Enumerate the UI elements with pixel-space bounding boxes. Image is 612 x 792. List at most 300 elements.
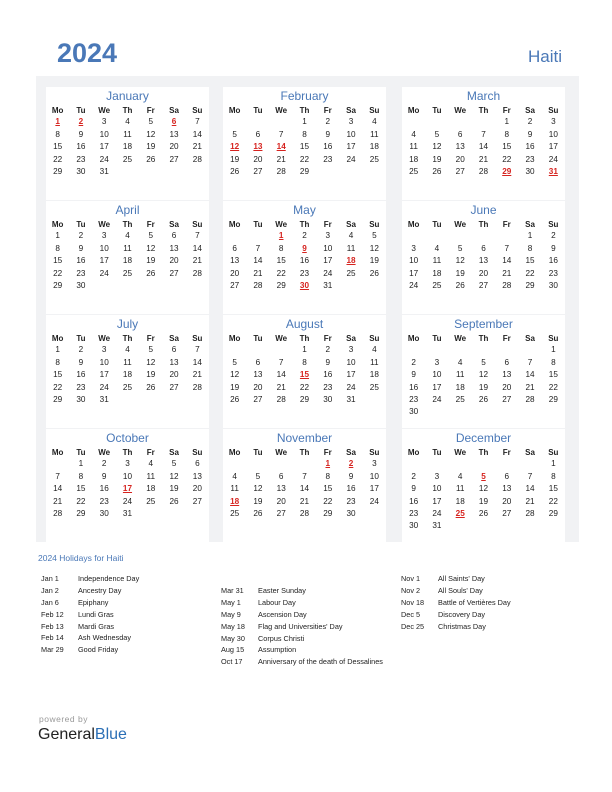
day-grid xyxy=(46,446,209,520)
day-cell: 29 xyxy=(76,509,86,519)
month-january xyxy=(46,87,209,200)
weekday-header: Sa xyxy=(346,105,356,115)
weekday-header: Su xyxy=(369,105,380,115)
day-cell: 28 xyxy=(276,395,286,405)
day-cell: 20 xyxy=(276,496,286,506)
holiday-day-cell: 9 xyxy=(302,243,307,253)
day-cell: 21 xyxy=(253,268,263,278)
weekday-header: Th xyxy=(122,219,133,229)
day-cell: 9 xyxy=(411,370,416,380)
day-cell: 12 xyxy=(169,471,179,481)
day-cell: 1 xyxy=(504,117,510,127)
day-cell: 2 xyxy=(325,345,331,355)
holiday-day-cell: 29 xyxy=(502,167,512,177)
day-cell: 11 xyxy=(146,471,156,481)
weekday-header: Tu xyxy=(253,105,263,115)
weekday-header: Sa xyxy=(169,447,179,457)
holiday-date: May 1 xyxy=(221,597,241,607)
holiday-date: Aug 15 xyxy=(221,645,245,655)
day-cell: 15 xyxy=(548,484,558,494)
day-cell: 7 xyxy=(527,471,533,481)
weekday-header: Sa xyxy=(169,105,179,115)
day-cell: 27 xyxy=(230,281,240,291)
day-cell: 15 xyxy=(525,256,535,266)
weekday-header: Th xyxy=(299,333,310,343)
day-cell: 4 xyxy=(125,345,130,355)
day-cell: 6 xyxy=(232,243,237,253)
holiday-name: Mardi Gras xyxy=(78,621,115,631)
day-cell: 24 xyxy=(432,395,442,405)
day-grid xyxy=(402,218,565,292)
day-cell: 9 xyxy=(325,129,331,139)
day-cell: 7 xyxy=(255,243,261,253)
empty-cell xyxy=(363,394,386,406)
empty-cell xyxy=(223,116,246,128)
day-cell: 10 xyxy=(122,471,133,481)
holidays-title: 2024 Holidays for Haiti xyxy=(38,553,124,563)
day-cell: 28 xyxy=(478,167,489,177)
holiday-item xyxy=(221,609,383,621)
day-cell: 29 xyxy=(548,395,558,405)
day-cell: 13 xyxy=(276,484,286,494)
weekday-header: Su xyxy=(192,447,203,457)
weekday-header: Mo xyxy=(228,219,241,229)
holiday-name: Christmas Day xyxy=(438,621,486,631)
day-cell: 14 xyxy=(253,256,263,266)
weekday-header: Tu xyxy=(253,219,263,229)
day-cell: 13 xyxy=(455,142,465,152)
empty-cell xyxy=(246,116,269,128)
day-cell: 30 xyxy=(548,281,558,291)
day-cell: 8 xyxy=(302,129,307,139)
day-cell: 13 xyxy=(169,357,179,367)
day-cell: 6 xyxy=(504,471,510,481)
day-cell: 14 xyxy=(192,357,202,367)
day-cell: 17 xyxy=(99,256,109,266)
day-cell: 12 xyxy=(455,256,465,266)
day-cell: 5 xyxy=(148,345,154,355)
day-cell: 18 xyxy=(122,370,133,380)
day-cell: 8 xyxy=(527,243,533,253)
empty-cell xyxy=(495,458,518,470)
month-july xyxy=(46,315,209,428)
day-cell: 28 xyxy=(276,167,286,177)
day-grid xyxy=(223,332,386,406)
day-cell: 19 xyxy=(230,154,240,164)
day-cell: 5 xyxy=(255,471,261,481)
day-cell: 13 xyxy=(192,471,202,481)
holiday-day-cell: 2 xyxy=(348,459,354,469)
weekday-header: Th xyxy=(478,105,489,115)
day-cell: 17 xyxy=(548,142,558,152)
day-cell: 22 xyxy=(548,382,558,392)
weekday-header: Sa xyxy=(525,219,535,229)
day-cell: 19 xyxy=(253,496,263,506)
empty-cell xyxy=(449,230,472,242)
holiday-name: Ancestry Day xyxy=(78,585,122,595)
day-cell: 24 xyxy=(99,268,109,278)
day-cell: 25 xyxy=(346,268,356,278)
day-cell: 6 xyxy=(255,357,261,367)
day-cell: 29 xyxy=(548,509,558,519)
day-cell: 6 xyxy=(504,357,510,367)
day-cell: 3 xyxy=(325,231,331,241)
day-cell: 24 xyxy=(548,154,558,164)
day-cell: 7 xyxy=(302,471,307,481)
day-cell: 27 xyxy=(455,167,465,177)
day-cell: 9 xyxy=(527,129,533,139)
day-cell: 22 xyxy=(53,268,63,278)
day-cell: 18 xyxy=(455,382,465,392)
day-cell: 22 xyxy=(53,382,63,392)
holiday-day-cell: 31 xyxy=(548,167,558,177)
day-cell: 30 xyxy=(525,167,535,177)
holiday-date: Mar 31 xyxy=(221,586,244,595)
powered-by-text: powered by xyxy=(39,714,88,724)
empty-cell xyxy=(223,458,246,470)
empty-cell xyxy=(139,508,162,520)
day-cell: 26 xyxy=(230,395,240,405)
empty-cell xyxy=(363,280,386,292)
day-cell: 15 xyxy=(299,142,310,152)
day-cell: 20 xyxy=(192,484,202,494)
holiday-name: Epiphany xyxy=(78,597,109,607)
empty-cell xyxy=(162,394,185,406)
weekday-header: Su xyxy=(192,219,203,229)
day-cell: 7 xyxy=(195,345,200,355)
holiday-item xyxy=(401,609,511,621)
day-cell: 23 xyxy=(76,382,86,392)
empty-cell xyxy=(339,166,362,178)
holiday-day-cell: 18 xyxy=(230,496,240,506)
brand-blue: Blue xyxy=(94,726,127,743)
day-cell: 22 xyxy=(323,496,333,506)
day-cell: 28 xyxy=(192,154,202,164)
day-cell: 26 xyxy=(478,395,489,405)
day-cell: 28 xyxy=(525,395,535,405)
day-cell: 17 xyxy=(432,382,442,392)
day-cell: 10 xyxy=(99,129,109,139)
day-cell: 17 xyxy=(346,142,356,152)
day-cell: 6 xyxy=(481,243,486,253)
day-cell: 16 xyxy=(299,256,310,266)
day-cell: 22 xyxy=(299,154,310,164)
day-grid xyxy=(223,218,386,292)
day-cell: 31 xyxy=(323,281,333,291)
day-cell: 17 xyxy=(409,268,419,278)
day-cell: 10 xyxy=(432,484,442,494)
day-cell: 10 xyxy=(99,243,109,253)
day-cell: 24 xyxy=(99,382,109,392)
day-cell: 31 xyxy=(432,521,442,531)
day-cell: 28 xyxy=(253,281,263,291)
empty-cell xyxy=(162,166,185,178)
day-cell: 22 xyxy=(502,154,512,164)
weekday-header: We xyxy=(454,219,467,229)
day-cell: 16 xyxy=(323,370,333,380)
month-march xyxy=(402,87,565,200)
weekday-header: Sa xyxy=(525,447,535,457)
day-cell: 26 xyxy=(146,268,156,278)
day-cell: 1 xyxy=(55,231,60,241)
holiday-column xyxy=(221,585,383,668)
day-cell: 2 xyxy=(78,345,84,355)
day-cell: 23 xyxy=(548,268,558,278)
day-cell: 14 xyxy=(53,484,63,494)
day-cell: 7 xyxy=(504,243,510,253)
day-cell: 15 xyxy=(548,370,558,380)
day-cell: 20 xyxy=(455,154,465,164)
day-cell: 16 xyxy=(525,142,535,152)
holiday-item xyxy=(221,644,383,656)
day-cell: 2 xyxy=(101,459,107,469)
weekday-header: Th xyxy=(122,447,133,457)
day-cell: 23 xyxy=(346,496,356,506)
month-name: September xyxy=(454,317,513,331)
weekday-header: Th xyxy=(478,333,489,343)
empty-cell xyxy=(316,166,339,178)
day-cell: 20 xyxy=(502,496,512,506)
weekday-header: Fr xyxy=(146,333,155,343)
holiday-date: Dec 5 xyxy=(401,609,421,619)
day-cell: 26 xyxy=(253,509,263,519)
empty-cell xyxy=(495,344,518,356)
day-cell: 17 xyxy=(99,370,109,380)
weekday-header: Tu xyxy=(432,105,442,115)
weekday-header: Mo xyxy=(51,105,64,115)
day-cell: 2 xyxy=(302,231,307,241)
day-cell: 6 xyxy=(171,231,177,241)
day-cell: 18 xyxy=(122,256,133,266)
country-name: Haiti xyxy=(527,47,562,66)
day-cell: 17 xyxy=(369,484,379,494)
empty-cell xyxy=(472,230,495,242)
day-cell: 24 xyxy=(346,154,356,164)
weekday-header: Sa xyxy=(525,105,535,115)
day-cell: 15 xyxy=(53,142,63,152)
day-cell: 11 xyxy=(432,256,442,266)
weekday-header: Tu xyxy=(76,219,86,229)
month-august xyxy=(223,315,386,428)
empty-cell xyxy=(293,458,316,470)
weekday-header: Fr xyxy=(146,219,155,229)
holiday-day-cell: 17 xyxy=(122,484,133,494)
empty-cell xyxy=(472,116,495,128)
day-cell: 27 xyxy=(169,268,179,278)
day-cell: 5 xyxy=(232,357,237,367)
day-cell: 31 xyxy=(99,395,109,405)
month-name: July xyxy=(116,317,139,331)
day-cell: 11 xyxy=(123,357,132,367)
day-cell: 25 xyxy=(455,395,465,405)
holiday-item xyxy=(401,573,511,585)
weekday-header: We xyxy=(454,447,467,457)
empty-cell xyxy=(139,166,162,178)
brand-logo[interactable] xyxy=(38,726,127,744)
weekday-header: Su xyxy=(548,105,559,115)
day-cell: 4 xyxy=(232,471,237,481)
day-cell: 5 xyxy=(171,459,177,469)
empty-cell xyxy=(93,280,116,292)
weekday-header: We xyxy=(275,333,288,343)
day-cell: 23 xyxy=(99,496,109,506)
holiday-name: Ascension Day xyxy=(258,609,307,619)
day-cell: 21 xyxy=(478,154,489,164)
empty-cell xyxy=(425,344,448,356)
day-cell: 31 xyxy=(99,167,109,177)
holiday-item xyxy=(221,633,383,645)
day-cell: 24 xyxy=(409,281,419,291)
day-cell: 5 xyxy=(232,129,237,139)
day-cell: 16 xyxy=(548,256,558,266)
weekday-header: Mo xyxy=(407,219,420,229)
holiday-date: May 30 xyxy=(221,633,245,643)
day-cell: 11 xyxy=(123,243,132,253)
holiday-day-cell: 15 xyxy=(299,370,310,380)
holiday-name: Flag and Universities' Day xyxy=(258,621,343,631)
holiday-item xyxy=(41,644,139,656)
holiday-date: Nov 18 xyxy=(401,597,425,607)
day-cell: 7 xyxy=(195,117,200,127)
empty-cell xyxy=(139,394,162,406)
weekday-header: Fr xyxy=(323,105,332,115)
empty-cell xyxy=(425,458,448,470)
day-cell: 24 xyxy=(99,154,109,164)
weekday-header: Th xyxy=(478,219,489,229)
weekday-header: Fr xyxy=(502,333,511,343)
day-cell: 24 xyxy=(346,382,356,392)
day-cell: 12 xyxy=(230,370,240,380)
day-cell: 21 xyxy=(53,496,63,506)
holiday-name: Battle of Vertières Day xyxy=(438,597,511,607)
holiday-name: Lundi Gras xyxy=(78,609,114,619)
day-cell: 4 xyxy=(125,117,130,127)
day-cell: 16 xyxy=(76,370,86,380)
empty-cell xyxy=(186,280,209,292)
day-cell: 8 xyxy=(55,129,60,139)
weekday-header: Su xyxy=(548,333,559,343)
day-cell: 5 xyxy=(434,129,440,139)
day-cell: 18 xyxy=(432,268,442,278)
month-december xyxy=(402,429,565,542)
day-cell: 27 xyxy=(253,395,263,405)
holiday-item xyxy=(221,585,383,597)
day-cell: 24 xyxy=(432,509,442,519)
month-february xyxy=(223,87,386,200)
weekday-header: Mo xyxy=(407,447,420,457)
day-cell: 23 xyxy=(323,154,333,164)
empty-cell xyxy=(518,458,541,470)
day-grid xyxy=(46,218,209,292)
day-cell: 10 xyxy=(99,357,109,367)
day-cell: 28 xyxy=(299,509,310,519)
empty-cell xyxy=(116,166,139,178)
weekday-header: Mo xyxy=(228,447,241,457)
month-name: October xyxy=(106,431,149,445)
day-cell: 14 xyxy=(478,142,489,152)
day-cell: 3 xyxy=(101,345,107,355)
day-cell: 26 xyxy=(169,496,179,506)
day-cell: 29 xyxy=(525,281,535,291)
day-cell: 19 xyxy=(478,382,489,392)
day-cell: 25 xyxy=(230,509,240,519)
holiday-date: May 18 xyxy=(221,621,245,631)
day-cell: 1 xyxy=(55,345,60,355)
empty-cell xyxy=(186,394,209,406)
empty-cell xyxy=(449,458,472,470)
empty-cell xyxy=(495,520,518,532)
day-cell: 4 xyxy=(372,117,377,127)
holiday-name: Labour Day xyxy=(258,597,296,607)
day-cell: 11 xyxy=(230,484,239,494)
weekday-header: Mo xyxy=(51,447,64,457)
day-cell: 21 xyxy=(192,256,202,266)
day-cell: 8 xyxy=(551,357,556,367)
day-cell: 17 xyxy=(346,370,356,380)
day-cell: 26 xyxy=(230,167,240,177)
holiday-column xyxy=(401,573,511,632)
day-cell: 16 xyxy=(409,496,419,506)
day-cell: 26 xyxy=(146,382,156,392)
day-cell: 8 xyxy=(325,471,331,481)
empty-cell xyxy=(495,406,518,418)
day-cell: 8 xyxy=(551,471,556,481)
day-cell: 30 xyxy=(76,167,86,177)
day-grid xyxy=(46,104,209,178)
day-cell: 2 xyxy=(551,231,556,241)
weekday-header: Fr xyxy=(146,447,155,457)
day-cell: 6 xyxy=(195,459,200,469)
day-cell: 19 xyxy=(146,142,156,152)
empty-cell xyxy=(402,458,425,470)
day-cell: 20 xyxy=(253,154,263,164)
day-cell: 13 xyxy=(230,256,240,266)
day-cell: 12 xyxy=(478,484,489,494)
empty-cell xyxy=(186,508,209,520)
day-cell: 14 xyxy=(299,484,310,494)
month-june xyxy=(402,201,565,314)
weekday-header: Tu xyxy=(432,219,442,229)
weekday-header: Sa xyxy=(346,219,356,229)
day-cell: 12 xyxy=(146,129,156,139)
day-cell: 21 xyxy=(276,382,286,392)
empty-cell xyxy=(449,116,472,128)
day-cell: 22 xyxy=(548,496,558,506)
day-cell: 5 xyxy=(457,243,463,253)
day-cell: 3 xyxy=(372,459,377,469)
day-cell: 9 xyxy=(78,129,84,139)
day-cell: 23 xyxy=(323,382,333,392)
day-cell: 20 xyxy=(169,370,179,380)
holiday-item xyxy=(41,573,139,585)
day-cell: 24 xyxy=(323,268,333,278)
holiday-item xyxy=(401,585,511,597)
empty-cell xyxy=(402,230,425,242)
empty-cell xyxy=(472,344,495,356)
day-cell: 13 xyxy=(478,256,489,266)
day-cell: 3 xyxy=(434,357,440,367)
weekday-header: Fr xyxy=(502,447,511,457)
weekday-header: Mo xyxy=(407,105,420,115)
day-cell: 22 xyxy=(276,268,286,278)
month-september xyxy=(402,315,565,428)
day-cell: 7 xyxy=(278,129,284,139)
day-cell: 21 xyxy=(525,382,535,392)
holiday-item xyxy=(41,632,139,644)
day-cell: 11 xyxy=(370,357,379,367)
day-cell: 1 xyxy=(78,459,84,469)
day-cell: 4 xyxy=(411,129,416,139)
